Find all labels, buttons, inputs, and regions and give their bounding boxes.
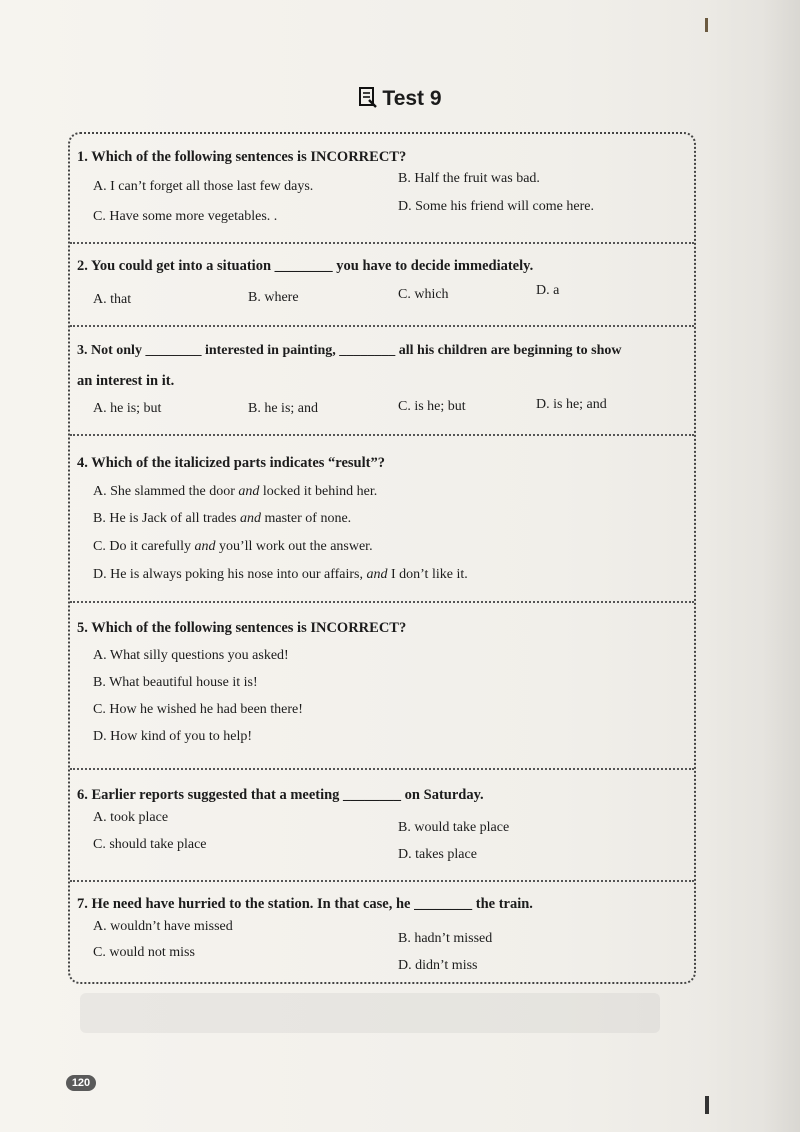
question-1-option-d[interactable]: D. Some his friend will come here. <box>398 199 594 214</box>
question-7-option-a[interactable]: A. wouldn’t have missed <box>93 919 233 934</box>
question-1-stem: 1. Which of the following sentences is INCORRECT? <box>77 149 407 165</box>
question-7-option-c[interactable]: C. would not miss <box>93 945 195 960</box>
question-3-stem: 3. Not only ________ interested in painting, ________ all his children are beginning to show <box>77 343 622 358</box>
italic-and: and <box>366 567 388 582</box>
question-7-stem: 7. He need have hurried to the station. In that case, he ________ the train. <box>77 896 533 912</box>
question-divider <box>70 325 694 327</box>
question-2-option-c[interactable]: C. which <box>398 287 449 302</box>
page-edge-shadow <box>704 0 800 1132</box>
question-3-option-a[interactable]: A. he is; but <box>93 401 162 416</box>
italic-and: and <box>239 511 261 526</box>
page-number: 120 <box>66 1075 96 1091</box>
bleed-through-shadow <box>80 993 660 1033</box>
question-4-option-c[interactable]: C. Do it carefully and you’ll work out the answer. <box>93 539 373 554</box>
question-7-option-d[interactable]: D. didn’t miss <box>398 958 478 973</box>
question-5-stem: 5. Which of the following sentences is INCORRECT? <box>77 620 407 636</box>
question-divider <box>70 768 694 770</box>
spine-mark <box>705 18 708 32</box>
question-5-option-c[interactable]: C. How he wished he had been there! <box>93 702 303 717</box>
question-divider <box>70 242 694 244</box>
question-3-option-d[interactable]: D. is he; and <box>536 397 607 412</box>
question-1-option-c[interactable]: C. Have some more vegetables. . <box>93 209 278 224</box>
italic-and: and <box>238 484 260 499</box>
question-2-option-b[interactable]: B. where <box>248 290 299 305</box>
question-3-stem-cont: an interest in it. <box>77 373 175 389</box>
question-5-option-a[interactable]: A. What silly questions you asked! <box>93 648 289 663</box>
question-1-option-b[interactable]: B. Half the fruit was bad. <box>398 171 540 186</box>
question-2-option-a[interactable]: A. that <box>93 292 132 307</box>
question-5-option-d[interactable]: D. How kind of you to help! <box>93 729 253 744</box>
question-3-option-c[interactable]: C. is he; but <box>398 399 466 414</box>
question-2-option-d[interactable]: D. a <box>536 283 560 298</box>
question-divider <box>70 601 694 603</box>
question-6-stem: 6. Earlier reports suggested that a meeting ________ on Saturday. <box>77 787 484 803</box>
question-5-option-b[interactable]: B. What beautiful house it is! <box>93 675 258 690</box>
question-divider <box>70 434 694 436</box>
question-4-option-d[interactable]: D. He is always poking his nose into our affairs, and I don’t like it. <box>93 567 468 582</box>
question-2-stem: 2. You could get into a situation ________ you have to decide immediately. <box>77 258 534 274</box>
question-4-stem: 4. Which of the italicized parts indicates “result”? <box>77 455 385 471</box>
question-4-option-a[interactable]: A. She slammed the door and locked it behind her. <box>93 484 378 499</box>
question-7-option-b[interactable]: B. hadn’t missed <box>398 931 493 946</box>
question-3-option-b[interactable]: B. he is; and <box>248 401 318 416</box>
page-title <box>0 86 800 114</box>
page-title-text: Test 9 <box>382 87 442 110</box>
question-1-option-a[interactable]: A. I can’t forget all those last few days. <box>93 179 314 194</box>
question-divider <box>70 880 694 882</box>
spine-mark <box>705 1096 709 1114</box>
test-sheet-icon <box>358 86 378 114</box>
question-6-option-c[interactable]: C. should take place <box>93 837 207 852</box>
question-6-option-a[interactable]: A. took place <box>93 810 169 825</box>
italic-and: and <box>194 539 216 554</box>
question-4-option-b[interactable]: B. He is Jack of all trades and master of none. <box>93 511 352 526</box>
question-6-option-b[interactable]: B. would take place <box>398 820 510 835</box>
question-6-option-d[interactable]: D. takes place <box>398 847 477 862</box>
